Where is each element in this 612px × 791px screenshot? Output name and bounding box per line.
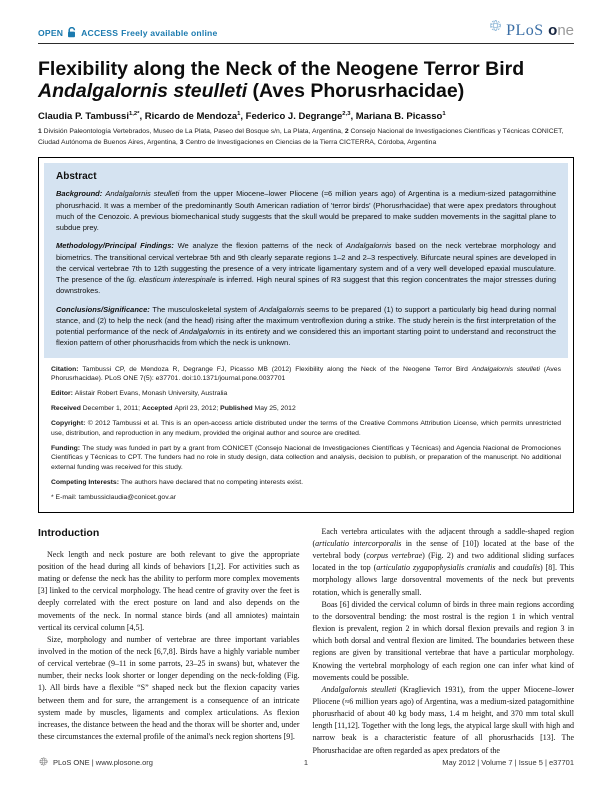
copyright-line: Copyright: © 2012 Tambussi et al. This is an open-access article distributed under the terms of the Creative Commons Attribution License, which permits unrestricted use, distribution, and reproduction in any medium, provided the original author and source are credited. <box>51 419 561 437</box>
body-paragraph-5: Andalgalornis steulleti (Kraglievich 1931), from the upper Miocene–lower Pliocene (≈6 million years ago) of Argentina, was a medium-sized patagornithine phorusrhacid of about 40 kg body mass, 1.4 m height, and 370 mm total skull length [11,12]. Together with the long legs, the atypical large skull with high and narrow beak is a characteristic feature of all phorusrhacids [13]. The Phorusrhacidae are often regarded as apex predators of the <box>312 684 574 755</box>
article-title-line1: Flexibility along the Neck of the Neogene Terror Bird <box>38 58 525 80</box>
footer-globe-icon <box>38 756 49 769</box>
intro-paragraph-1: Neck length and neck posture are both relevant to give the appropriate position of the head during all kinds of behaviors [1,2]. For activities such as mating or defense the neck has the ability to perform more complex movements [3] linked to the cervical morphology. The head centre of gravity over the feet is deeply correlated with the erect posture on land and also depends on the movements of the neck. In normal stance birds (and all amniotes) maintain vertical its cervical column [4,5]. <box>38 549 300 632</box>
editor-line: Editor: Alistair Robert Evans, Monash University, Australia <box>51 390 228 398</box>
abstract-meta-box <box>38 157 574 513</box>
abstract-heading: Abstract <box>56 171 97 183</box>
abstract-background: Background: Andalgalornis steulleti from the upper Miocene–lower Pliocene (≈6 million years ago) of Argentina is a medium-sized patagornithine phorusrhacid. It was a member of the predominantly South American radiation of 'terror birds' (Phorusrhacidae) that were apex predators throughout much of the Cenozoic. A previous biomechanical study suggests that the skull would be prepared to make sudden movements in the sagittal plane to subdue prey. <box>56 189 556 233</box>
plos-wordmark: PLoS <box>506 22 544 39</box>
plos-globe-icon <box>488 18 503 38</box>
footer-journal <box>38 756 304 769</box>
abstract-methodology: Methodology/Principal Findings: We analyze the flexion patterns of the neck of Andalgalornis based on the neck vertebrae morphology and biometrics. The transitional cervical vertebrae 5th and 9th clearly separate regions 1–2 and 2–3 respectively. Bifurcate neural spines are developed in the cervical vertebrae 7th to 12th suggesting the presence of a very intricate ligamentary system and of a very well developed epaxial musculature. The presence of the lig. elasticum interespinale is inferred. High neural spines of R3 suggest that this region concentrates the major stresses during downstrokes. <box>56 241 556 296</box>
intro-paragraph-2: Size, morphology and number of vertebrae are three important variables involved in the motion of the neck [6,7,8]. Birds have a highly variable number of cervical vertebrae (9–11 in some parrots, 23–25 in swans) but, whatever the number, their necks look shorter or longer depending on the neck-folding (Fig. 1). All birds have a flexible “S” shaped neck but the flexion capacity varies between them and for sure, the arrangement is a consequence of an intricate system made by muscles, ligaments and complex articulations. As flexion increases, the distance between the head and the thorax will be shorter and, under these circumstances the external profile of the animal's neck region shortens [9]. <box>38 634 300 742</box>
abstract-conclusions: Conclusions/Significance: The musculoskeletal system of Andalgalornis seems to be prepared (1) to support a particularly big head during normal stance, and (2) to help the neck (and the head) rising after the maximum ventroflexion during a strike. The study herein is the first interpretation of the potential performance of the neck of Andalgalornis in its entirety and we considered this an important starting point to understand and reconstruct the flexion pattern of other phorusrhacids from which the neck is unknown. <box>56 304 556 348</box>
footer-journal-url[interactable]: PLoS ONE | www.plosone.org <box>53 758 153 767</box>
one-wordmark-ne: ne <box>557 22 574 39</box>
funding-line: Funding: The study was funded in part by a grant from CONICET (Consejo Nacional de Investigaciones Científicas y Técnicas) and Agencia Nacional de Promociones Científicas y Técnicas to CPT. The funders had no role in study design, data collection and analysis, decision to publish, or preparation of the manuscript. No additional external funding was received for this study. <box>51 444 561 472</box>
page-footer <box>38 756 574 769</box>
dates-line: Received December 1, 2011; Accepted April 23, 2012; Published May 25, 2012 <box>51 405 296 413</box>
open-lock-icon <box>67 27 77 40</box>
body-paragraph-4: Boas [6] divided the cervical column of birds in three main regions according to the dorsoventral bending: the most rostral is the region 1 in which ventral flexion is prevalent, region 2 in which dorsal flexion prevails and region 3 in which both dorsal and ventral flexion are limited. The boundaries between these regions are given by transitional vertebrae that have a particular morphology. Knowing the vertebral morphology of each region one can infer what kind of movements could be possible. <box>312 599 574 682</box>
article-body <box>38 526 574 757</box>
footer-issue-info: May 2012 | Volume 7 | Issue 5 | e37701 <box>442 758 575 767</box>
article-title <box>38 58 574 102</box>
author-list: Claudia P. Tambussi$^{1,2*}$, Ricardo de Mendoza$^1$, Federico J. Degrange$^{2,3}$, Mariana B. Picasso$^1$ <box>38 111 446 123</box>
introduction-heading: Introduction <box>38 526 100 539</box>
open-access-open-label: OPEN <box>38 28 64 38</box>
footer-page-number: 1 <box>303 758 309 767</box>
competing-interests-line: Competing Interests: The authors have declared that no competing interests exist. <box>51 479 303 487</box>
citation-line: Citation: Tambussi CP, de Mendoza R, Degrange FJ, Picasso MB (2012) Flexibility along the Neck of the Neogene Terror Bird Andalgalornis steulleti (Aves Phorusrhacidae). PLoS ONE 7(5): e37701. doi:10.1371/journal.pone.0037701 <box>51 365 561 383</box>
body-paragraph-3: Each vertebra articulates with the adjacent through a saddle-shaped region (articulatio intercorporalis in the sense of [10]) located at the base of the vertebral body (corpus vertebrae) (Fig. 2) and two additional sliding surfaces located in the top (articulatio zygapophysialis cranialis and caudalis) [8]. This morphology allows large dorsoventral movements of the neck but prevents rotation, which is generally small. <box>312 526 574 597</box>
open-access-banner <box>38 27 217 41</box>
page-header <box>38 22 574 44</box>
article-metadata <box>44 358 568 507</box>
abstract-panel <box>44 163 568 357</box>
plos-one-logo <box>488 22 574 40</box>
left-column <box>38 526 300 757</box>
right-column <box>313 526 575 757</box>
open-access-access-label: ACCESS <box>81 28 119 38</box>
email-line[interactable]: * E-mail: tambussiclaudia@conicet.gov.ar <box>51 493 177 501</box>
article-title-line2: Andalgalornis steulleti (Aves Phorusrhacidae) <box>38 80 465 103</box>
open-access-tagline: Freely available online <box>121 28 218 38</box>
one-wordmark-o: o <box>548 22 558 39</box>
affiliations: 1 División Paleontología Vertebrados, Museo de La Plata, Paseo del Bosque s/n, La Plata, Argentina, 2 Consejo Nacional de Investigaciones Científicas y Técnicas CONICET, Ciudad Autónoma de Buenos Aires, Argentina, 3 Centro de Investigaciones en Ciencias de la Tierra CICTERRA, Córdoba, Argentina <box>38 128 564 146</box>
